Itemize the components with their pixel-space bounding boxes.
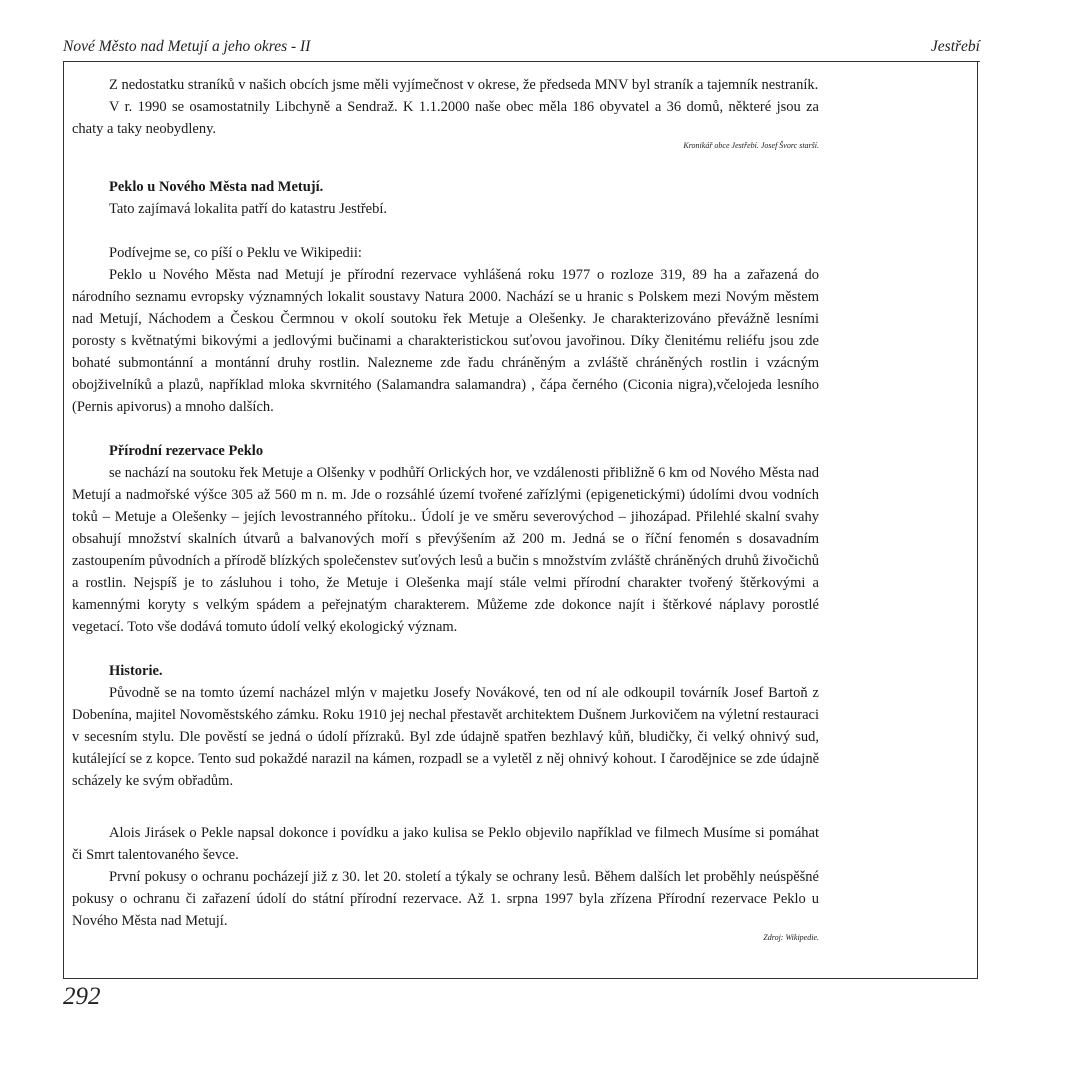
paragraph: se nachází na soutoku řek Metuje a Olšenky v podhůří Orlických hor, ve vzdálenosti přibližně 6 km od Nového Města nad Metují a nadmořské výšce 305 až 560 m n. m. Jde o rozsáhlé území tvořené zařízlými (epigenetickými) údolími dvou vodních toků – Metuje a Olešenky – jejích levostranného přítoku.. Údolí je ve směru severovýchod – jihozápad. Přilehlé skalní svahy obsahují množství skalních útvarů a balvanových moří s převýšením až 200 m. Jedná se o říční fenomén s dosavadním zastoupením původních a přírodě blízkých společenstev suťových lesů a bučin s množstvím zvláště chráněných druhů živočichů a rostlin. Nejspíš je to zásluhou i toho, že Metuje i Olešenka mají stále velmi přírodní charakter tvořený štěrkovými a kamennými koryty s velkým spádem a peřejnatým charakterem. Můžeme zde dokonce najít i štěrkové náplavy porostlé vegetací. Toto vše dodává tomuto údolí velký ekologický význam. bbox=[72, 465, 819, 635]
chronicler-credit: Kronikář obce Jestřebí. Josef Švorc starší. bbox=[683, 141, 819, 150]
source-credit: Zdroj: Wikipedie. bbox=[763, 933, 819, 942]
paragraph: Původně se na tomto území nacházel mlýn v majetku Josefy Novákové, ten od ní ale odkoupil továrník Josef Bartoň z Dobenína, majitel Novoměstského zámku. Roku 1910 jej nechal přestavět architektem Dušnem Jurkovičem na výletní restauraci v secesním stylu. Dle pověstí se jedná o údolí přízraků. Byl zde údajně spatřen bezhlavý kůň, bludičky, či velký ohnivý sud, kutálející se z kopce. Tento sud pokaždé narazil na kámen, rozpadl se a vyletěl z něj ohnivý kohout. I čarodějnice se zde údajně scházely ke svým obřadům. bbox=[72, 685, 819, 789]
spacer bbox=[72, 418, 819, 440]
page-number: 292 bbox=[63, 983, 101, 1010]
header-chapter-title: Jestřebí bbox=[930, 38, 980, 55]
paragraph: V r. 1990 se osamostatnily Libchyně a Sendraž. K 1.1.2000 naše obec měla 186 obyvatel a 36 domů, některé jsou za chaty a taky neobydleny. bbox=[72, 99, 819, 137]
paragraph: Peklo u Nového Města nad Metují je přírodní rezervace vyhlášená roku 1977 o rozloze 319, 89 ha a zařazená do národního seznamu evropsky významných lokalit soustavy Natura 2000. Nachází se u hranic s Polskem mezi Novým městem nad Metují, Náchodem a Českou Čermnou v okolí soutoku řek Metuje a Olešenky. Je charakterizováno převážně lesními porosty s květnatými bikovými a jedlovými bučinami a charakteristickou suťovou javořinou. Díky členitému reliéfu jsou zde bohaté submontánní a montánní druhy rostlin. Nalezneme zde řadu chráněným a zvláště chráněných rostlin i vzácným obojživelníků a plazů, například mloka skvrnitého (Salamandra salamandra) , čápa černého (Ciconia nigra),včelojeda lesního (Pernis apivorus) a mnoho dalších. bbox=[72, 267, 819, 415]
spacer bbox=[72, 638, 819, 660]
paragraph: Z nedostatku straníků v našich obcích jsme měli vyjímečnost v okrese, že předseda MNV byl straník a tajemník nestraník. bbox=[109, 77, 819, 93]
spacer bbox=[72, 220, 819, 242]
spacer bbox=[72, 792, 819, 822]
header-book-title: Nové Město nad Metují a jeho okres - II bbox=[63, 38, 311, 55]
paragraph: Tato zajímavá lokalita patří do katastru Jestřebí. bbox=[109, 201, 388, 217]
paragraph: Alois Jirásek o Pekle napsal dokonce i povídku a jako kulisa se Peklo objevilo například ve filmech Musíme si pomáhat či Smrt talentovaného ševce. bbox=[72, 825, 819, 863]
section-heading: Historie. bbox=[109, 663, 163, 679]
spacer bbox=[72, 152, 819, 176]
section-heading: Peklo u Nového Města nad Metují. bbox=[109, 179, 324, 195]
page-content bbox=[72, 74, 819, 944]
section-heading: Přírodní rezervace Peklo bbox=[109, 443, 264, 459]
paragraph: První pokusy o ochranu pocházejí již z 30. let 20. století a týkaly se ochrany lesů. Během dalších let proběhly neúspěšné pokusy o ochranu či zařazení údolí do státní přírodní rezervace. Až 1. srpna 1997 byla zřízena Přírodní rezervace Peklo u Nového Města nad Metují. bbox=[72, 869, 819, 929]
paragraph: Podívejme se, co píší o Peklu ve Wikipedii: bbox=[109, 245, 362, 261]
